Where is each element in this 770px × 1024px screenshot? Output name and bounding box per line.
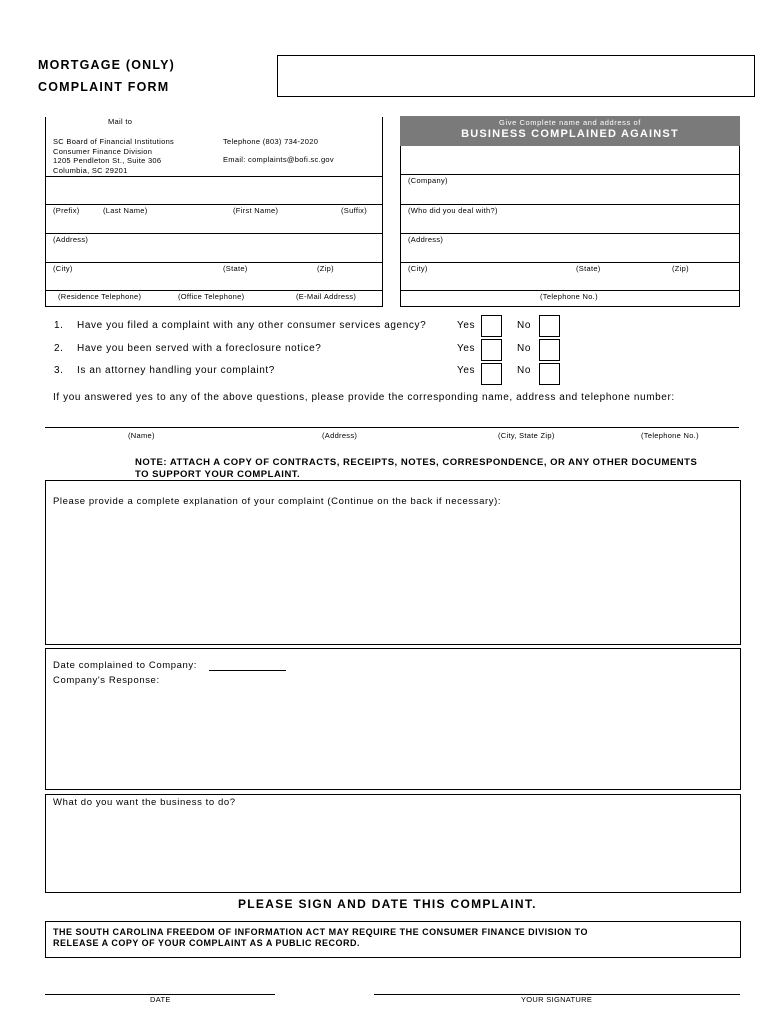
city-label: (City) xyxy=(408,264,428,273)
phone-line[interactable] xyxy=(400,290,740,291)
yes-label: Yes xyxy=(457,320,476,331)
explanation-box[interactable] xyxy=(45,480,741,645)
phone-line[interactable] xyxy=(45,290,383,291)
business-header-large: BUSINESS COMPLAINED AGAINST xyxy=(461,128,679,140)
desired-outcome-box[interactable] xyxy=(45,794,741,893)
signature-label: YOUR SIGNATURE xyxy=(521,995,593,1004)
desired-outcome-label: What do you want the business to do? xyxy=(53,797,236,808)
state-label: (State) xyxy=(576,264,601,273)
prefix-label: (Prefix) xyxy=(53,206,80,215)
yes-checkbox[interactable] xyxy=(481,339,502,361)
address-label: (Address) xyxy=(53,235,89,244)
suffix-label: (Suffix) xyxy=(341,206,368,215)
last-name-label: (Last Name) xyxy=(103,206,148,215)
address-line[interactable] xyxy=(45,233,383,234)
address-line: Columbia, SC 29201 xyxy=(53,165,128,175)
mail-to-telephone: Telephone (803) 734-2020 xyxy=(223,137,319,146)
left-border xyxy=(400,146,401,307)
bottom-border xyxy=(400,306,740,307)
response-box[interactable] xyxy=(45,648,741,790)
mail-to-email: Email: complaints@bofi.sc.gov xyxy=(223,155,334,164)
sign-heading: PLEASE SIGN AND DATE THIS COMPLAINT. xyxy=(238,897,537,911)
note-line1: NOTE: ATTACH A COPY OF CONTRACTS, RECEIPTS, NOTES, CORRESPONDENCE, OR ANY OTHER DOCUMENTS xyxy=(135,457,698,468)
office-phone-label: (Office Telephone) xyxy=(178,292,245,301)
question-number: 2. xyxy=(54,343,64,354)
date-complained-label: Date complained to Company: xyxy=(53,660,197,671)
question-text: Have you filed a complaint with any other consumer services agency? xyxy=(77,320,427,331)
first-name-label: (First Name) xyxy=(233,206,279,215)
question-text: Have you been served with a foreclosure notice? xyxy=(77,343,322,354)
right-border xyxy=(739,146,740,307)
no-checkbox[interactable] xyxy=(539,363,560,385)
address-line: SC Board of Financial Institutions xyxy=(53,137,175,146)
form-title-line2: COMPLAINT FORM xyxy=(38,80,170,94)
address-line[interactable] xyxy=(400,233,740,234)
company-line[interactable] xyxy=(400,174,740,175)
no-label: No xyxy=(517,343,531,354)
no-label: No xyxy=(517,365,531,376)
residence-phone-label: (Residence Telephone) xyxy=(58,292,142,301)
note-line2: TO SUPPORT YOUR COMPLAINT. xyxy=(135,469,301,480)
business-header xyxy=(400,116,740,146)
who-line[interactable] xyxy=(400,204,740,205)
mail-to-address xyxy=(53,137,174,175)
divider xyxy=(45,176,383,177)
followup-address-label: (Address) xyxy=(322,431,358,440)
telephone-label: (Telephone No.) xyxy=(540,292,598,301)
followup-city-label: (City, State Zip) xyxy=(498,431,555,440)
company-response-label: Company's Response: xyxy=(53,675,160,686)
date-label: DATE xyxy=(150,995,171,1004)
company-label: (Company) xyxy=(408,176,448,185)
followup-telephone-label: (Telephone No.) xyxy=(641,431,699,440)
question-number: 3. xyxy=(54,365,64,376)
followup-name-label: (Name) xyxy=(128,431,155,440)
question-text: Is an attorney handling your complaint? xyxy=(77,365,275,376)
form-title-line1: MORTGAGE (ONLY) xyxy=(38,58,175,72)
zip-label: (Zip) xyxy=(317,264,334,273)
no-checkbox[interactable] xyxy=(539,339,560,361)
state-label: (State) xyxy=(223,264,248,273)
mail-to-label: Mail to xyxy=(108,117,133,126)
city-line[interactable] xyxy=(400,262,740,263)
foia-box xyxy=(45,921,741,958)
city-label: (City) xyxy=(53,264,73,273)
bottom-border xyxy=(45,306,383,307)
date-complained-field[interactable] xyxy=(209,670,286,671)
foia-line1: THE SOUTH CAROLINA FREEDOM OF INFORMATION ACT MAY REQUIRE THE CONSUMER FINANCE DIVISION TO xyxy=(53,927,589,937)
right-border xyxy=(382,117,383,307)
name-line[interactable] xyxy=(45,204,383,205)
business-header-small: Give Complete name and address of xyxy=(499,118,641,127)
address-line: Consumer Finance Division xyxy=(53,146,153,156)
yes-checkbox[interactable] xyxy=(481,315,502,337)
followup-instruction: If you answered yes to any of the above questions, please provide the corresponding name, address and telephone number: xyxy=(53,392,675,403)
question-number: 1. xyxy=(54,320,64,331)
followup-line[interactable] xyxy=(45,427,739,428)
yes-label: Yes xyxy=(457,343,476,354)
foia-line2: RELEASE A COPY OF YOUR COMPLAINT AS A PUBLIC RECORD. xyxy=(53,938,361,948)
left-border xyxy=(45,117,46,307)
yes-label: Yes xyxy=(457,365,476,376)
who-label: (Who did you deal with?) xyxy=(408,206,498,215)
address-label: (Address) xyxy=(408,235,444,244)
address-line: 1205 Pendleton St., Suite 306 xyxy=(53,156,162,165)
email-label: (E-Mail Address) xyxy=(296,292,357,301)
no-label: No xyxy=(517,320,531,331)
explanation-label: Please provide a complete explanation of your complaint (Continue on the back if necessary): xyxy=(53,496,502,507)
zip-label: (Zip) xyxy=(672,264,689,273)
header-input-box[interactable] xyxy=(277,55,755,97)
no-checkbox[interactable] xyxy=(539,315,560,337)
city-line[interactable] xyxy=(45,262,383,263)
yes-checkbox[interactable] xyxy=(481,363,502,385)
